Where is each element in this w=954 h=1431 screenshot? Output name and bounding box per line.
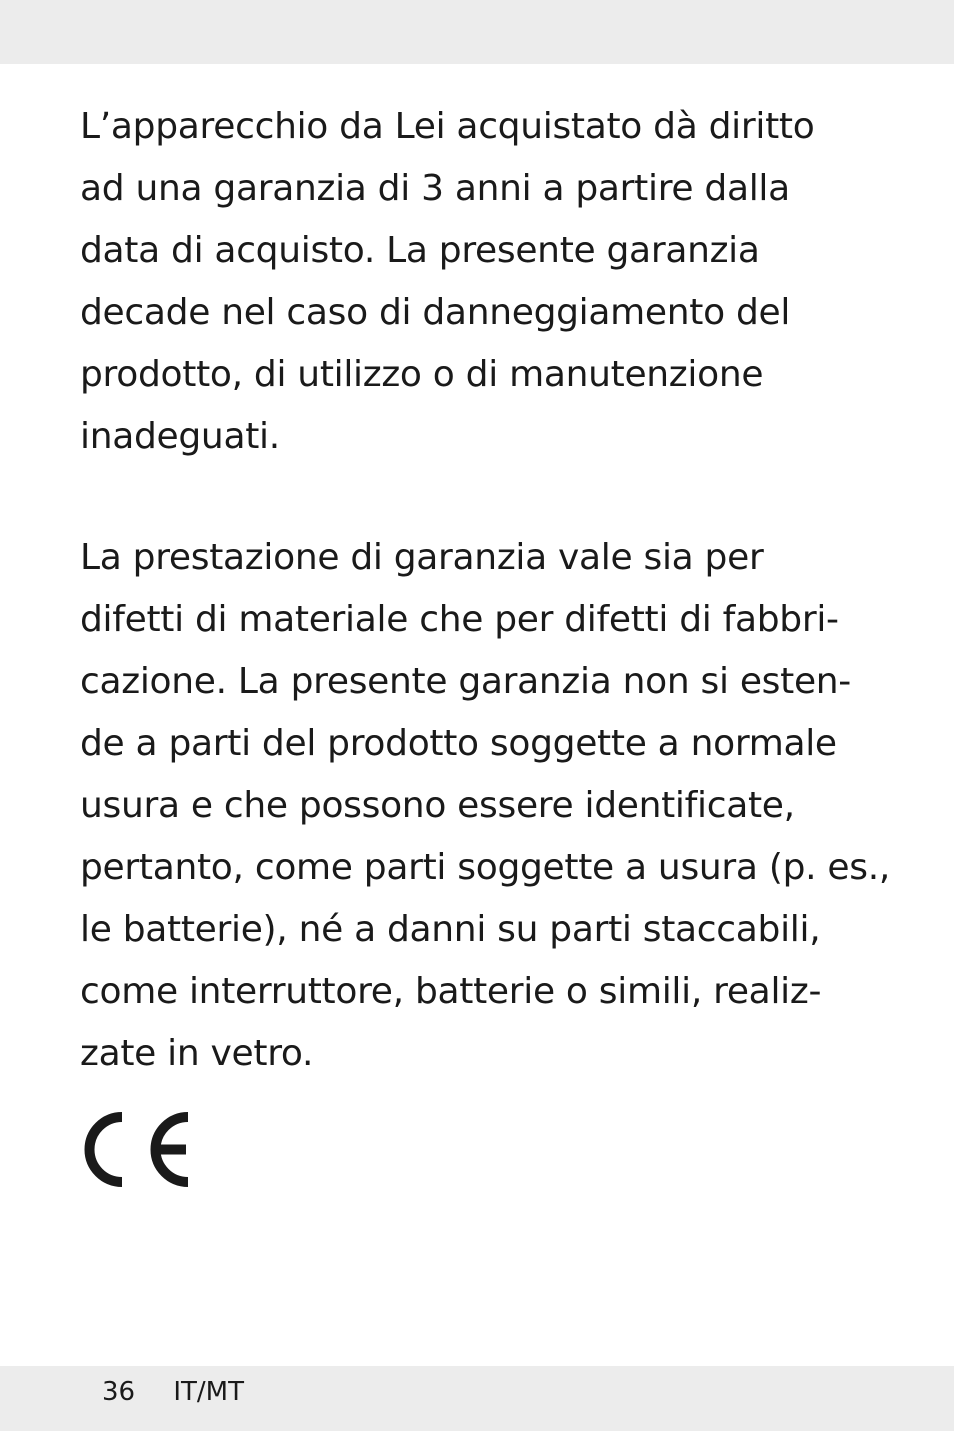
- text-line: zate in vetro.: [80, 1033, 314, 1074]
- ce-marking-icon: [80, 1108, 190, 1191]
- warranty-paragraph: [80, 96, 814, 468]
- text-line: inadeguati.: [80, 416, 280, 457]
- page-number: 36: [102, 1377, 136, 1407]
- text-line: La prestazione di garanzia vale sia per: [80, 537, 764, 578]
- text-line: difetti di materiale che per difetti di fabbri-: [80, 599, 839, 640]
- warranty-scope-paragraph: [80, 527, 890, 1085]
- text-line: decade nel caso di danneggiamento del: [80, 292, 791, 333]
- text-line: usura e che possono essere identificate,: [80, 785, 795, 826]
- text-line: pertanto, come parti soggette a usura (p. es.,: [80, 847, 890, 888]
- header-band: [0, 0, 954, 64]
- text-line: ad una garanzia di 3 anni a partire dalla: [80, 168, 790, 209]
- page-footer: [102, 1377, 244, 1407]
- text-line: come interruttore, batterie o simili, realiz-: [80, 971, 822, 1012]
- text-line: L’apparecchio da Lei acquistato dà diritto: [80, 106, 815, 147]
- text-line: data di acquisto. La presente garanzia: [80, 230, 760, 271]
- language-code: IT/MT: [173, 1377, 244, 1407]
- text-line: prodotto, di utilizzo o di manutenzione: [80, 354, 764, 395]
- text-line: cazione. La presente garanzia non si esten-: [80, 661, 851, 702]
- text-line: le batterie), né a danni su parti staccabili,: [80, 909, 821, 950]
- text-line: de a parti del prodotto soggette a normale: [80, 723, 837, 764]
